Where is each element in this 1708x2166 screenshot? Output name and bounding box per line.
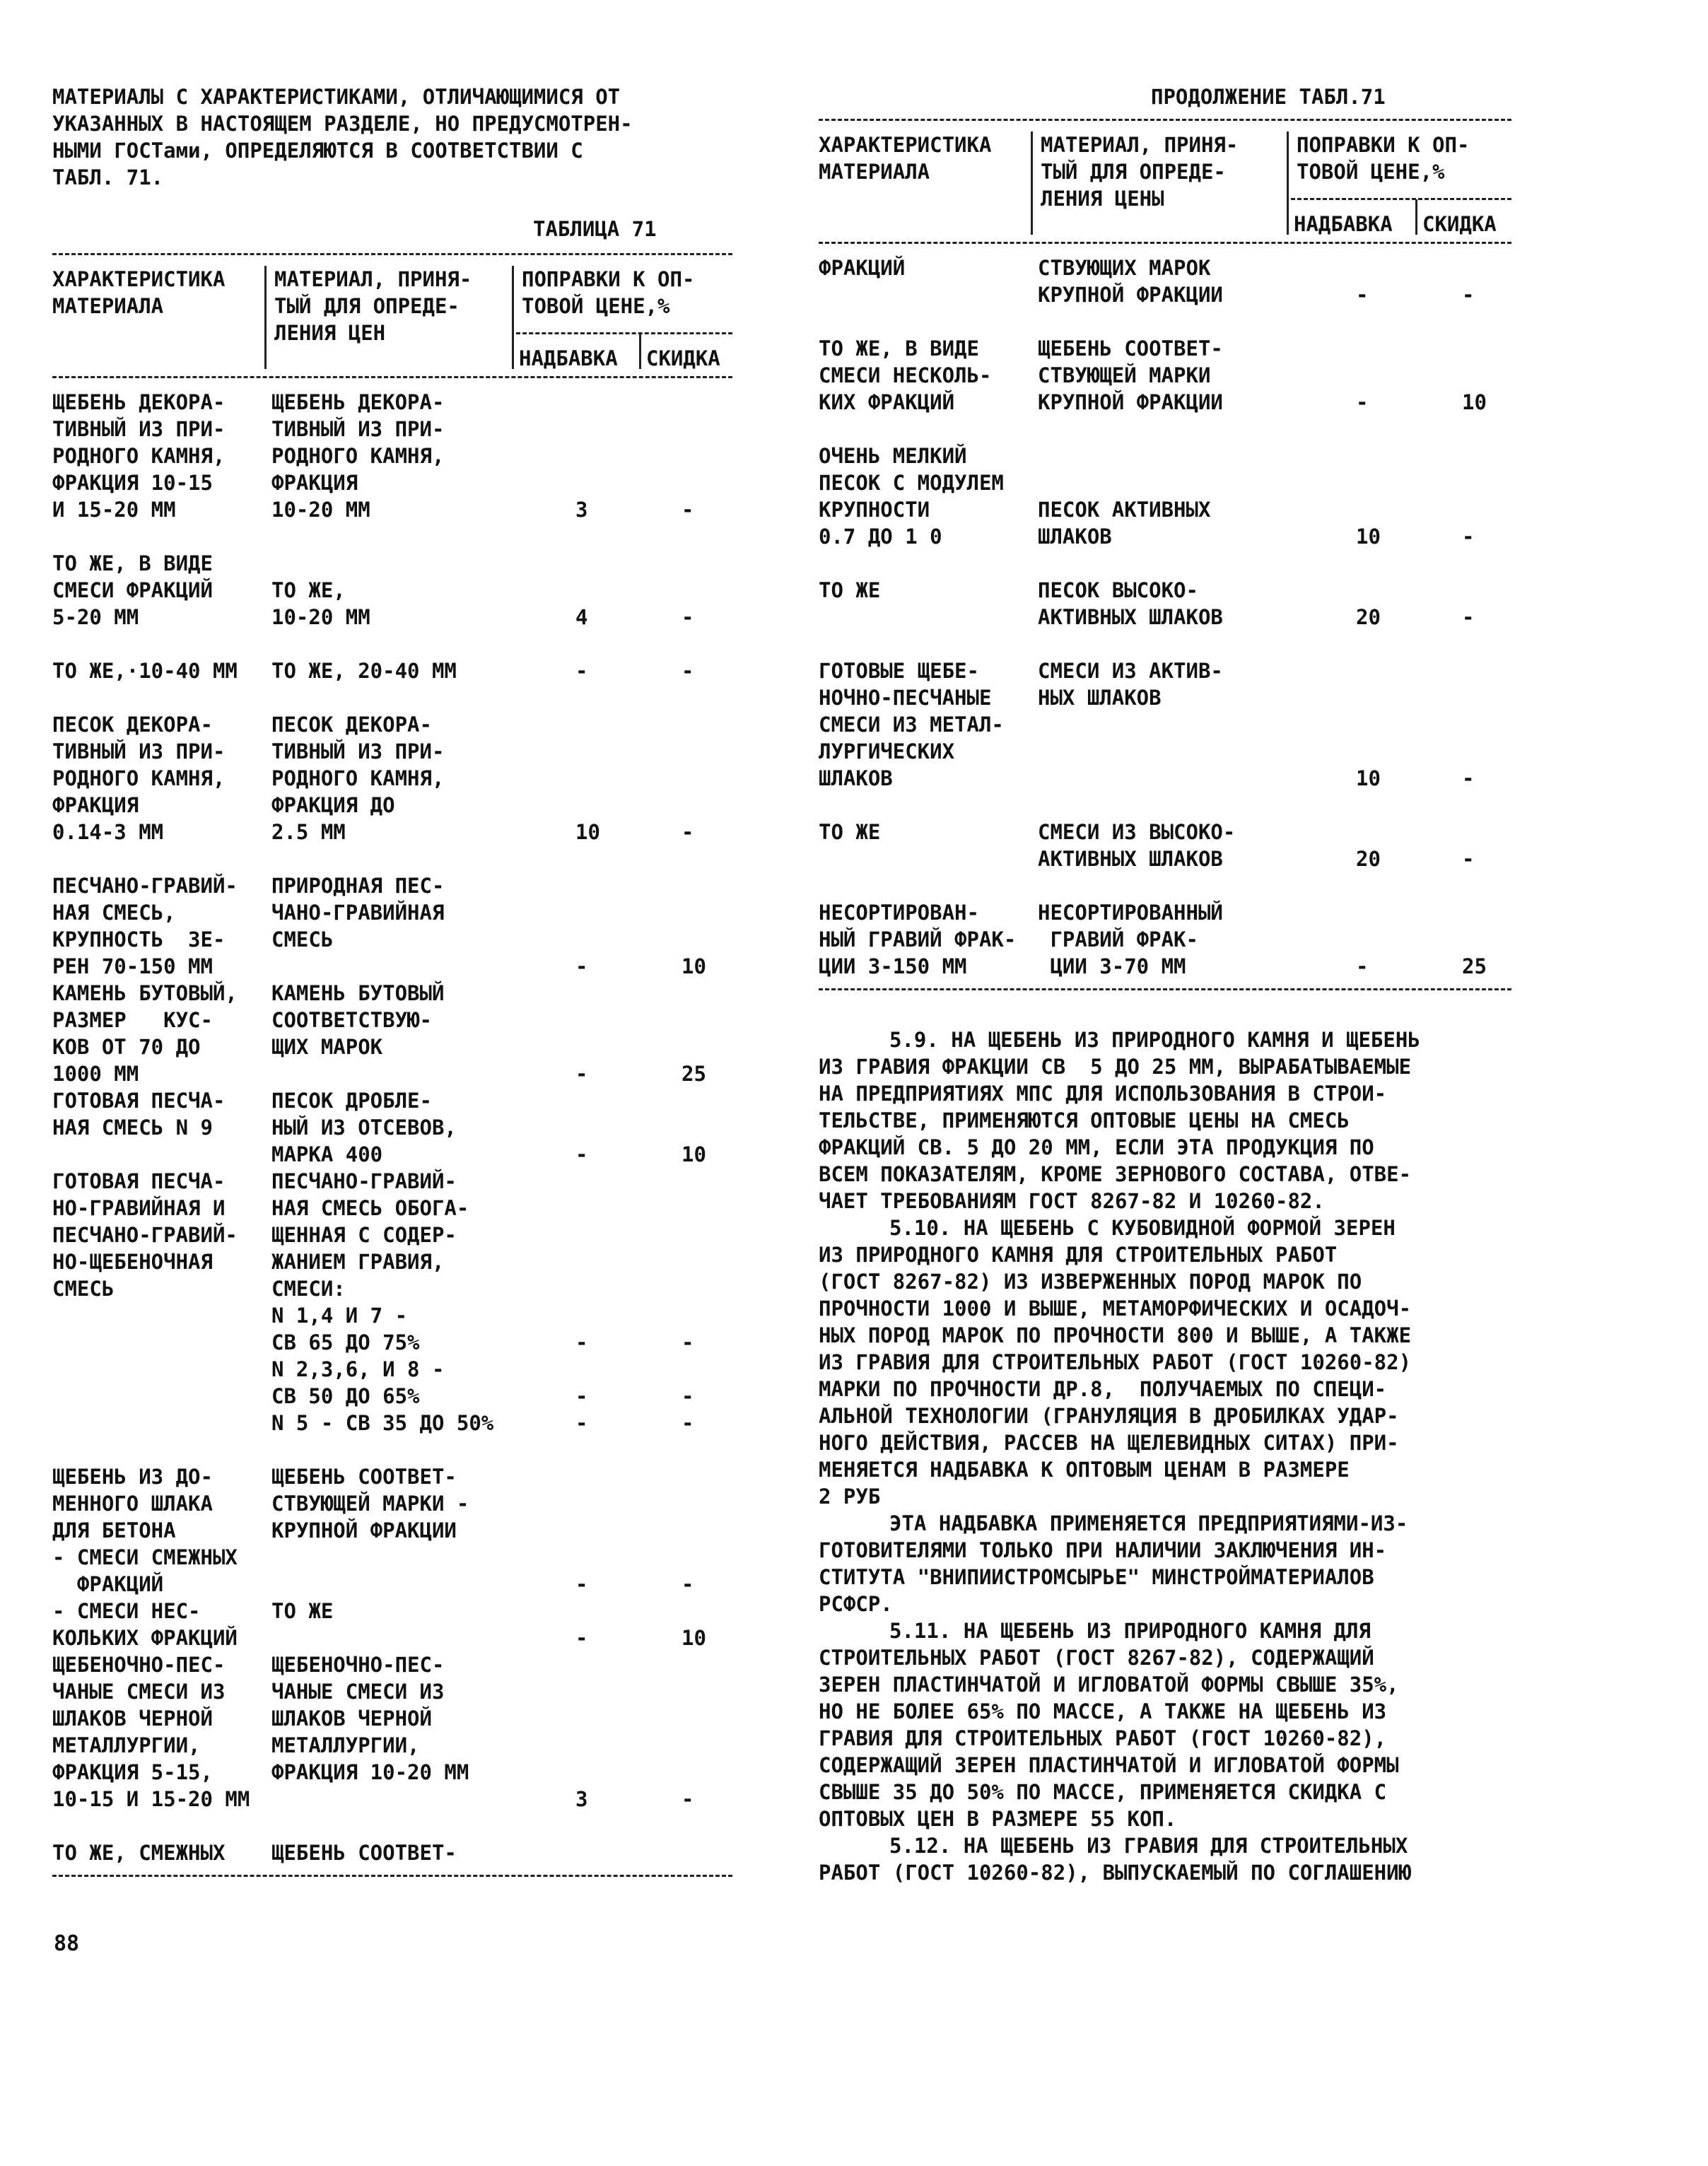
table-cell-characteristic: ФРАКЦИЯ 10-15 (52, 471, 213, 495)
table-cell-characteristic: МЕТАЛЛУРГИИ, (52, 1733, 201, 1757)
table-cell-characteristic: ШЛАКОВ ЧЕРНОЙ (52, 1707, 213, 1731)
table-continuation-title: ПРОДОЛЖЕНИЕ ТАБЛ.71 (1151, 85, 1386, 109)
paragraph-text: 2 РУБ (819, 1485, 881, 1509)
table-cell-surcharge: 10 (1356, 766, 1381, 790)
header-corrections: ТОВОЙ ЦЕНЕ,% (1297, 160, 1445, 184)
header-corrections: ПОПРАВКИ К ОП- (1297, 133, 1470, 157)
paragraph-text: РСФСР. (819, 1592, 893, 1616)
paragraph-text: ГРАВИЯ ДЛЯ СТРОИТЕЛЬНЫХ РАБОТ (ГОСТ 10260-82), (819, 1726, 1387, 1750)
table-cell-characteristic: ОЧЕНЬ МЕЛКИЙ (819, 444, 967, 468)
table-cell-material: ТО ЖЕ (271, 1599, 334, 1623)
table-cell-material: СТВУЮЩИХ МАРОК (1038, 256, 1211, 280)
table-cell-characteristic: ЩЕБЕНОЧНО-ПЕС- (52, 1653, 226, 1677)
header-characteristic: МАТЕРИАЛА (819, 160, 930, 184)
table-cell-characteristic: НЕСОРТИРОВАН- (819, 901, 979, 925)
table-cell-characteristic: ПЕСОК ДЕКОРА- (52, 713, 213, 737)
table-cell-discount: - (682, 1787, 694, 1811)
paragraph-text: НА ЩЕБЕНЬ ИЗ ГРАВИЯ ДЛЯ СТРОИТЕЛЬНЫХ (951, 1834, 1408, 1858)
column-separator (1031, 131, 1033, 235)
table-cell-surcharge: - (575, 1572, 588, 1596)
table-cell-material: СМЕСЬ (271, 927, 334, 952)
table-cell-characteristic: ГОТОВАЯ ПЕСЧА- (52, 1169, 226, 1193)
table-cell-characteristic: 0.14-3 ММ (52, 820, 164, 844)
table-cell-material: ЩЕБЕНЬ СООТВЕТ- (271, 1841, 457, 1865)
table-cell-characteristic: ЦИИ 3-150 ММ (819, 954, 967, 978)
table-cell-characteristic: ТО ЖЕ (819, 820, 881, 844)
table-cell-discount: - (682, 659, 694, 683)
table-cell-characteristic: ФРАКЦИЯ 5-15, (52, 1760, 213, 1784)
table-cell-surcharge: - (575, 1330, 588, 1354)
paragraph-text: НА ПРЕДПРИЯТИЯХ МПС ДЛЯ ИСПОЛЬЗОВАНИЯ В СТРОИ- (819, 1082, 1387, 1106)
table-cell-characteristic: МЕННОГО ШЛАКА (52, 1492, 213, 1516)
clause-number: 5.10. (889, 1216, 952, 1240)
table-cell-material: СВ 50 ДО 65% (271, 1384, 420, 1408)
paragraph-text: ИЗ ПРИРОДНОГО КАМНЯ ДЛЯ СТРОИТЕЛЬНЫХ РАБОТ (819, 1243, 1338, 1267)
paragraph-text: МАРКИ ПО ПРОЧНОСТИ ДР.8, ПОЛУЧАЕМЫХ ПО СПЕЦИ- (819, 1377, 1387, 1401)
table-cell-material: ШЛАКОВ (1038, 525, 1112, 549)
paragraph-line (889, 1026, 1420, 1053)
paragraph-text: СОДЕРЖАЩИЙ ЗЕРЕН ПЛАСТИНЧАТОЙ И ИГЛОВАТОЙ ФОРМЫ (819, 1753, 1399, 1777)
table-cell-discount: 25 (682, 1062, 706, 1086)
table-cell-characteristic: ТИВНЫЙ ИЗ ПРИ- (52, 417, 226, 441)
table-top-rule (819, 119, 1511, 121)
header-material: МАТЕРИАЛ, ПРИНЯ- (1041, 133, 1239, 157)
header-characteristic: ХАРАКТЕРИСТИКА (819, 133, 992, 157)
table-cell-surcharge: - (575, 1384, 588, 1408)
table-cell-characteristic: РАЗМЕР КУС- (52, 1008, 213, 1032)
table-cell-discount: 10 (1462, 390, 1487, 414)
table-cell-characteristic: ШЛАКОВ (819, 766, 893, 790)
table-cell-material: ФРАКЦИЯ (271, 471, 358, 495)
table-cell-characteristic: ЩЕБЕНЬ ДЕКОРА- (52, 390, 226, 414)
paragraph-line (819, 1268, 1362, 1295)
header-bottom-rule (52, 376, 732, 378)
table-cell-surcharge: - (575, 1142, 588, 1166)
table-cell-material: КРУПНОЙ ФРАКЦИИ (1038, 390, 1223, 414)
table-cell-characteristic: - СМЕСИ НЕС- (52, 1599, 201, 1623)
paragraph-line (819, 1483, 880, 1510)
paragraph-line (819, 1779, 1386, 1805)
column-separator (1415, 199, 1417, 235)
paragraph-line (819, 1725, 1386, 1752)
paragraph-text: НО НЕ БОЛЕЕ 65% ПО МАССЕ, А ТАКЖЕ НА ЩЕБЕНЬ ИЗ (819, 1699, 1387, 1723)
table-cell-discount: 10 (682, 1142, 706, 1166)
table-cell-surcharge: - (575, 659, 588, 683)
paragraph-line (819, 1322, 1411, 1349)
table-cell-characteristic: СМЕСИ ИЗ МЕТАЛ- (819, 713, 1004, 737)
paragraph-line (819, 1698, 1386, 1725)
table-cell-material: АКТИВНЫХ ШЛАКОВ (1038, 605, 1223, 629)
table-cell-characteristic: ЧАНЫЕ СМЕСИ ИЗ (52, 1680, 226, 1704)
table-cell-characteristic: ФРАКЦИЙ (819, 256, 906, 280)
table-cell-characteristic: 0.7 ДО 1 0 (819, 525, 942, 549)
paragraph-line (819, 1752, 1399, 1779)
paragraph-text: РАБОТ (ГОСТ 10260-82), ВЫПУСКАЕМЫЙ ПО СОГЛАШЕНИЮ (819, 1861, 1412, 1885)
paragraph-text: СТИТУТА "ВНИПИИСТРОМСЫРЬЕ" МИНСТРОЙМАТЕРИАЛОВ (819, 1565, 1374, 1589)
table-cell-characteristic: НАЯ СМЕСЬ N 9 (52, 1116, 213, 1140)
table-cell-characteristic: НО-ЩЕБЕНОЧНАЯ (52, 1250, 213, 1274)
table-cell-discount: - (682, 1411, 694, 1435)
header-characteristic: МАТЕРИАЛА (52, 294, 164, 318)
paragraph-text: МЕНЯЕТСЯ НАДБАВКА К ОПТОВЫМ ЦЕНАМ В РАЗМЕРЕ (819, 1458, 1350, 1482)
table-cell-material: МЕТАЛЛУРГИИ, (271, 1733, 420, 1757)
header-discount: СКИДКА (1422, 212, 1497, 236)
paragraph-text: ГОТОВИТЕЛЯМИ ТОЛЬКО ПРИ НАЛИЧИИ ЗАКЛЮЧЕНИЯ ИН- (819, 1538, 1387, 1562)
table-cell-material: ЩЕННАЯ С СОДЕР- (271, 1223, 457, 1247)
table-cell-material: СООТВЕТСТВУЮ- (271, 1008, 432, 1032)
table-cell-discount: - (682, 605, 694, 629)
paragraph-line (819, 1456, 1350, 1483)
paragraph-text: (ГОСТ 8267-82) ИЗ ИЗВЕРЖЕННЫХ ПОРОД МАРОК ПО (819, 1270, 1362, 1294)
paragraph-text: ПРОЧНОСТИ 1000 И ВЫШЕ, МЕТАМОРФИЧЕСКИХ И ОСАДОЧ- (819, 1296, 1412, 1321)
paragraph-line (819, 1537, 1386, 1564)
table-cell-material: ЦИИ 3-70 ММ (1038, 954, 1186, 978)
table-cell-material: ЖАНИЕМ ГРАВИЯ, (271, 1250, 445, 1274)
table-cell-material: 10-20 ММ (271, 498, 370, 522)
table-cell-material: МАРКА 400 (271, 1142, 383, 1166)
paragraph-text: НА ЩЕБЕНЬ ИЗ ПРИРОДНОГО КАМНЯ И ЩЕБЕНЬ (938, 1028, 1420, 1052)
table-cell-characteristic: 1000 ММ (52, 1062, 139, 1086)
table-cell-characteristic: ТИВНЫЙ ИЗ ПРИ- (52, 739, 226, 763)
header-characteristic: ХАРАКТЕРИСТИКА (52, 267, 226, 291)
paragraph-line (819, 1134, 1374, 1161)
table-cell-characteristic: 10-15 И 15-20 ММ (52, 1787, 250, 1811)
table-cell-material: ЩЕБЕНЬ ДЕКОРА- (271, 390, 445, 414)
table-cell-surcharge: 10 (575, 820, 600, 844)
table-cell-characteristic: ГОТОВЫЕ ЩЕБЕ- (819, 659, 979, 683)
table-cell-discount: - (1462, 525, 1475, 549)
table-cell-material: ЩИХ МАРОК (271, 1035, 383, 1059)
table-cell-discount: - (682, 1384, 694, 1408)
table-cell-material: N 2,3,6, И 8 - (271, 1357, 445, 1381)
paragraph-line (819, 1295, 1411, 1322)
table-cell-characteristic: КИХ ФРАКЦИЙ (819, 390, 955, 414)
table-cell-characteristic: ФРАКЦИЯ (52, 793, 139, 817)
paragraph-line (819, 1429, 1399, 1456)
table-cell-material: СТВУЮЩЕЙ МАРКИ (1038, 363, 1211, 387)
table-cell-characteristic: КОЛЬКИХ ФРАКЦИЙ (52, 1626, 238, 1650)
paragraph-text: ОПТОВЫХ ЦЕН В РАЗМЕРЕ 55 КОП. (819, 1807, 1177, 1831)
paragraph-line (819, 1053, 1411, 1080)
table-cell-characteristic: КРУПНОСТИ (819, 498, 930, 522)
table-cell-surcharge: 20 (1356, 847, 1381, 871)
table-cell-characteristic: ТО ЖЕ, В ВИДЕ (52, 551, 213, 575)
table-cell-discount: - (1462, 766, 1475, 790)
table-cell-characteristic: РЕН 70-150 ММ (52, 954, 213, 978)
table-cell-material: ТИВНЫЙ ИЗ ПРИ- (271, 739, 445, 763)
intro-text: УКАЗАННЫХ В НАСТОЯЩЕМ РАЗДЕЛЕ, НО ПРЕДУСМОТРЕН- (52, 112, 633, 136)
table-cell-characteristic: НАЯ СМЕСЬ, (52, 901, 176, 925)
table-cell-surcharge: 3 (575, 498, 588, 522)
paragraph-line (819, 1107, 1350, 1134)
table-cell-material: ФРАКЦИЯ 10-20 ММ (271, 1760, 469, 1784)
table-cell-characteristic: СМЕСИ НЕСКОЛЬ- (819, 363, 992, 387)
table-cell-characteristic: КОВ ОТ 70 ДО (52, 1035, 201, 1059)
paragraph-text: ФРАКЦИЙ СВ. 5 ДО 20 ММ, ЕСЛИ ЭТА ПРОДУКЦИЯ ПО (819, 1135, 1374, 1159)
table-cell-material: КАМЕНЬ БУТОВЫЙ (271, 981, 445, 1005)
table-cell-surcharge: 3 (575, 1787, 588, 1811)
table-cell-material: НЕСОРТИРОВАННЫЙ (1038, 901, 1223, 925)
table-cell-material: ПЕСОК ВЫСОКО- (1038, 578, 1198, 602)
table-cell-surcharge: - (1356, 283, 1369, 307)
table-cell-characteristic: РОДНОГО КАМНЯ, (52, 766, 226, 790)
column-separator (639, 334, 641, 369)
paragraph-line (819, 1859, 1411, 1886)
table-cell-material: ФРАКЦИЯ ДО (271, 793, 395, 817)
header-material: ТЫЙ ДЛЯ ОПРЕДЕ- (274, 294, 460, 318)
header-material: ЛЕНИЯ ЦЕНЫ (1041, 187, 1164, 211)
paragraph-line (819, 1349, 1411, 1376)
header-bottom-rule (819, 242, 1511, 244)
table-cell-material: ЩЕБЕНЬ СООТВЕТ- (271, 1465, 457, 1489)
table-cell-material: ПЕСОК ДЕКОРА- (271, 713, 432, 737)
table-cell-characteristic: КАМЕНЬ БУТОВЫЙ, (52, 981, 238, 1005)
table-cell-material: ТО ЖЕ, 20-40 ММ (271, 659, 457, 683)
table-cell-surcharge: 4 (575, 605, 588, 629)
paragraph-line (889, 1617, 1371, 1644)
table-cell-characteristic: ТО ЖЕ,·10-40 ММ (52, 659, 238, 683)
table-cell-material: ПРИРОДНАЯ ПЕС- (271, 874, 445, 898)
table-cell-characteristic: НЫЙ ГРАВИЙ ФРАК- (819, 927, 1017, 952)
table-cell-material: ЧАНО-ГРАВИЙНАЯ (271, 901, 445, 925)
paragraph-text: СВЫШЕ 35 ДО 50% ПО МАССЕ, ПРИМЕНЯЕТСЯ СКИДКА С (819, 1780, 1387, 1804)
header-sub-rule (516, 332, 732, 334)
table-cell-material: ПЕСЧАНО-ГРАВИЙ- (271, 1169, 457, 1193)
clause-number: 5.11. (889, 1619, 952, 1643)
paragraph-text: АЛЬНОЙ ТЕХНОЛОГИИ (ГРАНУЛЯЦИЯ В ДРОБИЛКАХ УДАР- (819, 1404, 1399, 1428)
table-top-rule (52, 253, 732, 255)
table-cell-material: ПЕСОК АКТИВНЫХ (1038, 498, 1211, 522)
table-cell-characteristic: СМЕСЬ (52, 1277, 115, 1301)
paragraph-line (889, 1510, 1408, 1537)
table-cell-discount: - (682, 1572, 694, 1596)
table-cell-material: ШЛАКОВ ЧЕРНОЙ (271, 1707, 432, 1731)
column-separator (1287, 131, 1289, 235)
paragraph-text: НОГО ДЕЙСТВИЯ, РАССЕВ НА ЩЕЛЕВИДНЫХ СИТАХ) ПРИ- (819, 1431, 1399, 1455)
header-material: ЛЕНИЯ ЦЕН (274, 321, 386, 345)
paragraph-text: НА ЩЕБЕНЬ С КУБОВИДНОЙ ФОРМОЙ ЗЕРЕН (951, 1216, 1396, 1240)
paragraph-text: ТЕЛЬСТВЕ, ПРИМЕНЯЮТСЯ ОПТОВЫЕ ЦЕНЫ НА СМЕСЬ (819, 1108, 1350, 1132)
table-cell-material: СМЕСИ ИЗ ВЫСОКО- (1038, 820, 1236, 844)
header-material: МАТЕРИАЛ, ПРИНЯ- (274, 267, 472, 291)
paragraph-line (819, 1671, 1399, 1698)
table-cell-characteristic: ПЕСОК С МОДУЛЕМ (819, 471, 1004, 495)
paragraph-line (889, 1214, 1396, 1241)
table-cell-material: N 5 - СВ 35 ДО 50% (271, 1411, 494, 1435)
table-cell-surcharge: - (575, 1411, 588, 1435)
paragraph-line (819, 1188, 1325, 1214)
intro-text: НЫМИ ГОСТами, ОПРЕДЕЛЯЮТСЯ В СООТВЕТСТВИИ С (52, 139, 583, 163)
paragraph-line (889, 1832, 1408, 1859)
paragraph-line (819, 1376, 1386, 1403)
paragraph-text: ИЗ ГРАВИЯ ДЛЯ СТРОИТЕЛЬНЫХ РАБОТ (ГОСТ 10260-82) (819, 1350, 1412, 1374)
table-cell-discount: - (682, 1330, 694, 1354)
table-cell-material: ЩЕБЕНЬ СООТВЕТ- (1038, 336, 1223, 361)
header-surcharge: НАДБАВКА (1294, 212, 1393, 236)
table-cell-material: 2.5 ММ (271, 820, 346, 844)
table-cell-characteristic: НОЧНО-ПЕСЧАНЫЕ (819, 686, 992, 710)
table-cell-characteristic: ТО ЖЕ, СМЕЖНЫХ (52, 1841, 226, 1865)
table-cell-characteristic: НО-ГРАВИЙНАЯ И (52, 1196, 226, 1220)
table-cell-discount: 25 (1462, 954, 1487, 978)
column-separator (512, 266, 514, 369)
paragraph-text: ЧАЕТ ТРЕБОВАНИЯМ ГОСТ 8267-82 И 10260-82. (819, 1189, 1325, 1213)
table-cell-material: ТИВНЫЙ ИЗ ПРИ- (271, 417, 445, 441)
paragraph-text: НЫХ ПОРОД МАРОК ПО ПРОЧНОСТИ 800 И ВЫШЕ, А ТАКЖЕ (819, 1323, 1412, 1347)
paragraph-line (819, 1403, 1399, 1429)
intro-text: ТАБЛ. 71. (52, 165, 164, 189)
header-sub-rule (1291, 198, 1511, 200)
table-cell-material: НЫХ ШЛАКОВ (1038, 686, 1162, 710)
header-discount: СКИДКА (646, 346, 720, 370)
paragraph-line (819, 1805, 1176, 1832)
table-bottom-rule (819, 988, 1511, 990)
table-cell-characteristic: ПЕСЧАНО-ГРАВИЙ- (52, 874, 238, 898)
paragraph-line (819, 1161, 1411, 1188)
table-cell-characteristic: ЩЕБЕНЬ ИЗ ДО- (52, 1465, 213, 1489)
paragraph-text: СТРОИТЕЛЬНЫХ РАБОТ (ГОСТ 8267-82), СОДЕРЖАЩИЙ (819, 1646, 1374, 1670)
table-cell-surcharge: 20 (1356, 605, 1381, 629)
paragraph-line (819, 1564, 1374, 1591)
table-cell-material: СМЕСИ: (271, 1277, 346, 1301)
table-cell-surcharge: - (575, 1626, 588, 1650)
table-cell-material: ГРАВИЙ ФРАК- (1038, 927, 1198, 952)
table-cell-discount: - (1462, 847, 1475, 871)
header-surcharge: НАДБАВКА (519, 346, 618, 370)
table-cell-discount: - (682, 498, 694, 522)
table-cell-characteristic: ГОТОВАЯ ПЕСЧА- (52, 1089, 226, 1113)
table-cell-material: ТО ЖЕ, (271, 578, 346, 602)
header-material: ТЫЙ ДЛЯ ОПРЕДЕ- (1041, 160, 1226, 184)
table-cell-surcharge: - (575, 954, 588, 978)
table-cell-discount: 10 (682, 954, 706, 978)
paragraph-text: ИЗ ГРАВИЯ ФРАКЦИИ СВ 5 ДО 25 ММ, ВЫРАБАТЫВАЕМЫЕ (819, 1055, 1412, 1079)
table-cell-material: РОДНОГО КАМНЯ, (271, 444, 445, 468)
table-cell-material: КРУПНОЙ ФРАКЦИИ (1038, 283, 1223, 307)
table-cell-material: РОДНОГО КАМНЯ, (271, 766, 445, 790)
paragraph-line (819, 1080, 1386, 1107)
table-cell-surcharge: - (575, 1062, 588, 1086)
paragraph-line (819, 1241, 1337, 1268)
table-cell-material: N 1,4 И 7 - (271, 1304, 408, 1328)
table-cell-discount: 10 (682, 1626, 706, 1650)
table-cell-material: СТВУЮЩЕЙ МАРКИ - (271, 1492, 469, 1516)
table-cell-material: 10-20 ММ (271, 605, 370, 629)
table-cell-characteristic: 5-20 ММ (52, 605, 139, 629)
table-cell-discount: - (1462, 605, 1475, 629)
clause-number: 5.9. (889, 1028, 939, 1052)
table-title: ТАБЛИЦА 71 (533, 217, 657, 241)
table-cell-characteristic: И 15-20 ММ (52, 498, 176, 522)
table-cell-material: АКТИВНЫХ ШЛАКОВ (1038, 847, 1223, 871)
table-cell-characteristic: ТО ЖЕ, В ВИДЕ (819, 336, 979, 361)
table-cell-characteristic: - СМЕСИ СМЕЖНЫХ (52, 1545, 238, 1569)
table-cell-material: ЧАНЫЕ СМЕСИ ИЗ (271, 1680, 445, 1704)
table-cell-material: НАЯ СМЕСЬ ОБОГА- (271, 1196, 469, 1220)
table-cell-material: НЫЙ ИЗ ОТСЕВОВ, (271, 1116, 457, 1140)
table-cell-material: ЩЕБЕНОЧНО-ПЕС- (271, 1653, 445, 1677)
table-cell-characteristic: ЛУРГИЧЕСКИХ (819, 739, 955, 763)
table-cell-characteristic: КРУПНОСТЬ ЗЕ- (52, 927, 226, 952)
table-cell-characteristic: ФРАКЦИЙ (52, 1572, 164, 1596)
table-cell-discount: - (682, 820, 694, 844)
table-cell-characteristic: ПЕСЧАНО-ГРАВИЙ- (52, 1223, 238, 1247)
table-cell-material: СВ 65 ДО 75% (271, 1330, 420, 1354)
table-bottom-rule (52, 1875, 732, 1877)
table-cell-material: ПЕСОК ДРОБЛЕ- (271, 1089, 432, 1113)
table-cell-surcharge: - (1356, 390, 1369, 414)
page-number: 88 (54, 1931, 80, 1956)
table-cell-surcharge: 10 (1356, 525, 1381, 549)
clause-number: 5.12. (889, 1834, 952, 1858)
paragraph-line (819, 1591, 893, 1617)
paragraph-text: ЭТА НАДБАВКА ПРИМЕНЯЕТСЯ ПРЕДПРИЯТИЯМИ-ИЗ- (889, 1511, 1408, 1535)
table-cell-discount: - (1462, 283, 1475, 307)
table-cell-material: СМЕСИ ИЗ АКТИВ- (1038, 659, 1223, 683)
paragraph-text: НА ЩЕБЕНЬ ИЗ ПРИРОДНОГО КАМНЯ ДЛЯ (951, 1619, 1371, 1643)
table-cell-characteristic: ДЛЯ БЕТОНА (52, 1518, 176, 1542)
table-cell-characteristic: СМЕСИ ФРАКЦИЙ (52, 578, 213, 602)
table-cell-surcharge: - (1356, 954, 1369, 978)
header-corrections: ПОПРАВКИ К ОП- (522, 267, 695, 291)
paragraph-text: ЗЕРЕН ПЛАСТИНЧАТОЙ И ИГЛОВАТОЙ ФОРМЫ СВЫШЕ 35%, (819, 1673, 1399, 1697)
table-cell-characteristic: ТО ЖЕ (819, 578, 881, 602)
paragraph-text: ВСЕМ ПОКАЗАТЕЛЯМ, КРОМЕ ЗЕРНОВОГО СОСТАВА, ОТВЕ- (819, 1162, 1412, 1186)
table-cell-material: КРУПНОЙ ФРАКЦИИ (271, 1518, 457, 1542)
header-corrections: ТОВОЙ ЦЕНЕ,% (522, 294, 670, 318)
table-cell-characteristic: РОДНОГО КАМНЯ, (52, 444, 226, 468)
column-separator (264, 266, 267, 369)
paragraph-line (819, 1644, 1374, 1671)
intro-text: МАТЕРИАЛЫ С ХАРАКТЕРИСТИКАМИ, ОТЛИЧАЮЩИМИСЯ ОТ (52, 85, 621, 109)
